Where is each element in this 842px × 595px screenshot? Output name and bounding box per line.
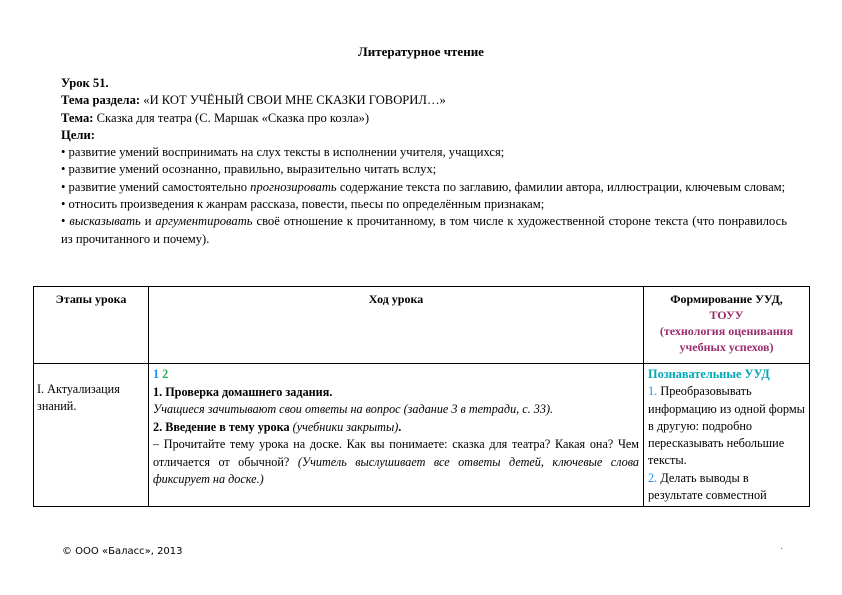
uud-item [648,470,805,505]
lesson-table [33,286,810,507]
uud-cell [644,364,810,507]
section-line [61,92,787,109]
header-course: Ход урока [149,287,644,364]
homework-text: Учащиеся зачитывают свои ответы на вопрос (задание 3 в тетради, с. 33). [153,402,554,416]
goal-item: • развитие умений воспринимать на слух тексты в исполнении учителя, учащихся; [61,145,505,160]
question: – Прочитайте тему урока на доске. Как вы понимаете: сказка для театра? Какая она? Чем отличается от обычной? [153,437,639,469]
lesson-intro [61,75,787,248]
uud-item-number: 2. [648,470,658,485]
intro-title-line [153,419,639,437]
goal-item: • развитие умений осознанно, правильно, выразительно читать вслух; [61,162,437,177]
intro-note: (учебники закрыты) [292,419,399,434]
footer-mark: · [780,544,784,555]
uud-item-number: 1. [648,384,658,399]
goal-emphasis: прогнозировать [250,179,337,194]
goal-text: • развитие умений самостоятельно [61,179,247,194]
footer-copyright: © ООО «Баласс», 2013 [62,546,183,557]
topic-value: Сказка для театра (С. Маршак «Сказка про козла») [96,110,370,125]
intro-title: 2. Введение в тему урока [153,419,290,434]
section-label: Тема раздела: [61,93,141,108]
uud-title: Познавательные УУД [648,367,770,381]
uud-item-text: Преобразовывать информацию из одной формы в другую: подробно пересказывать небольшие тексты. [648,384,805,468]
stage-cell [34,364,149,507]
header-technology: (технология оценивания учебных успехов) [659,324,794,354]
goal-emphasis: аргументировать [155,214,253,229]
step-number-1: 1 [153,367,160,381]
table-row [34,364,810,507]
goal-text: и [144,214,152,229]
step-number-2: 2 [162,367,169,381]
stage-text: I. Актуализация знаний. [37,382,120,413]
homework-title: 1. Проверка домашнего задания. [153,384,333,399]
lesson-number: Урок 51. [61,76,109,90]
question-text [153,436,639,489]
goal-item [61,179,787,196]
teacher-note: (Учитель выслушивает все ответы детей, ключевые слова фиксирует на доске.) [153,454,639,486]
course-cell [149,364,644,507]
goal-text: своё отношение к прочитанному, в том числе к художественной стороне текста (что понравилось из прочитанного и почему). [61,214,787,246]
topic-label: Тема: [61,110,94,125]
goal-item [61,213,787,248]
goals-label: Цели: [61,127,95,142]
section-value: «И КОТ УЧЁНЫЙ СВОИ МНЕ СКАЗКИ ГОВОРИЛ…» [143,93,446,108]
uud-item-text: Делать выводы в результате совместной [648,470,767,503]
goal-emphasis: высказывать [69,214,141,229]
header-uud-title: Формирование УУД, [670,292,783,306]
table-header-row [34,287,810,364]
uud-item [648,383,805,469]
topic-line [61,110,787,127]
goal-item: • относить произведения к жанрам рассказа, повести, пьесы по определённым признакам; [61,197,545,212]
step-numbers [153,366,639,384]
header-touu: ТОУУ [709,308,744,322]
goal-text: содержание текста по заглавию, фамилии автора, иллюстрации, ключевым словам; [339,179,786,194]
header-uud [644,287,810,364]
intro-period: . [398,419,402,434]
page-title: Литературное чтение [358,44,484,59]
header-stages: Этапы урока [34,287,149,364]
bullet: • [61,214,66,229]
